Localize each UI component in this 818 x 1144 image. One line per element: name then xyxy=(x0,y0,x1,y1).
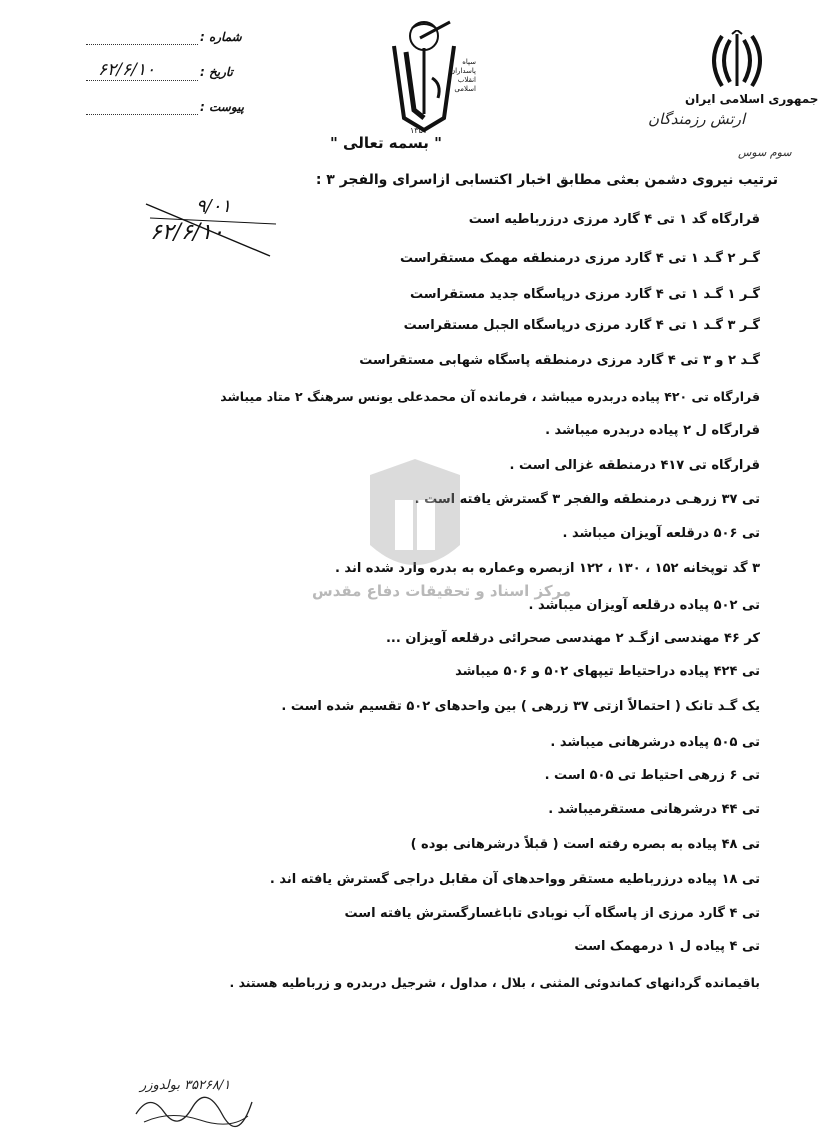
body-line: قرارگاه ل ۲ پیاده دربدره میباشد . xyxy=(545,423,760,438)
body-line: تی ۴۴ درشرهانی مستقرمیباشد . xyxy=(548,802,760,817)
body-line: گـر ۳ گـد ۱ تی ۴ گارد مرزی درپاسگاه الجبل مستقراست xyxy=(403,318,760,333)
signature: ۳۵۲۶۸/۱ بولدوزر xyxy=(140,1078,231,1093)
body-line: تی ۵۰۵ پیاده درشرهانی میباشد . xyxy=(550,735,760,750)
body-line: گـر ۱ گـد ۱ تی ۴ گارد مرزی درپاسگاه جدید مستقراست xyxy=(410,287,760,302)
emblem-year: ۱۳۵۷ xyxy=(410,126,428,135)
body-line: قرارگاه تی ۴۲۰ پیاده دربدره میباشد ، فرمانده آن محمدعلی یونس سرهنگ ۲ متاد میباشد xyxy=(220,389,760,404)
bismillah-text: بسمه تعالی xyxy=(343,134,429,152)
body-line: تی ۳۷ زرهـی درمنطقه والفجر ۳ گسترش یافته است . xyxy=(414,492,760,507)
watermark-emblem xyxy=(350,455,480,590)
body-line: قرارگاه گد ۱ تی ۴ گارد مرزی درزرباطیه است xyxy=(468,212,760,227)
body-line: یک گـد تانک ( احتمالاً ازتی ۳۷ زرهی ) بین واحدهای ۵۰۲ تقسیم شده است . xyxy=(281,699,760,714)
margin-strike xyxy=(140,200,280,264)
body-line: باقیمانده گردانهای کماندوئی المثنی ، بلال ، مداول ، شرجیل دربدره و زرباطیه هستند . xyxy=(229,975,760,990)
margin-note-top: ۹/۰۱ xyxy=(196,196,232,217)
margin-note-bottom: ۶۲/۶/۱۰ xyxy=(150,220,224,245)
handwritten-unit: ارتش رزمندگان xyxy=(648,110,746,128)
body-line: کر ۴۶ مهندسی ازگـد ۲ مهندسی صحرائی درقلعه آویزان ... xyxy=(385,631,760,646)
handwritten-note: سوم سوس xyxy=(738,146,792,159)
attachment-line xyxy=(86,114,198,115)
body-line: گـد ۲ و ۳ تی ۴ گارد مرزی درمنطقه پاسگاه شهابی مستقراست xyxy=(359,353,760,368)
body-line: ۳ گد توپخانه ۱۵۲ ، ۱۳۰ ، ۱۲۲ ازبصره وعماره به بدره وارد شده اند . xyxy=(334,561,760,576)
watermark-text: مرکز اسناد و تحقیقات دفاع مقدس xyxy=(312,582,572,600)
body-line: تی ۵۰۲ پیاده درقلعه آویزان میباشد . xyxy=(528,598,760,613)
body-line: تی ۵۰۶ درقلعه آویزان میباشد . xyxy=(562,526,760,541)
iran-emblem xyxy=(700,30,774,92)
body-line: تی ۴ پیاده ل ۱ درمهمک است xyxy=(574,939,760,954)
body-line: گـر ۲ گـد ۱ تی ۴ گارد مرزی درمنطقه مهمک مستقراست xyxy=(400,251,760,266)
bismillah: " بسمه تعالی " xyxy=(330,134,442,152)
republic-name: جمهوری اسلامی ایران xyxy=(685,92,818,106)
body-line: تی ۴ گارد مرزی از پاسگاه آب نوبادی تاباغسارگسترش یافته است xyxy=(344,906,760,921)
body-line: تی ۴۲۴ پیاده دراحتیاط تیپهای ۵۰۲ و ۵۰۶ میباشد xyxy=(455,664,760,679)
number-line xyxy=(86,44,198,45)
emblem-caption: سپاه پاسداران انقلاب اسلامی xyxy=(449,58,476,93)
signature-scribble xyxy=(130,1084,260,1132)
date-line xyxy=(86,80,198,81)
date-label: تاریخ : xyxy=(200,65,233,79)
number-label: شماره : xyxy=(200,30,242,44)
body-line: تی ۴۸ پیاده به بصره رفته است ( قبلاً درشرهانی بوده ) xyxy=(410,837,760,852)
body-line: تی ۱۸ پیاده درزرباطیه مستقر وواحدهای آن مقابل دراجی گسترش یافته اند . xyxy=(269,872,760,887)
body-line: قرارگاه تی ۴۱۷ درمنطقه غزالی است . xyxy=(509,458,760,473)
document-title: ترتیب نیروی دشمن بعثی مطابق اخبار اکتسابی ازاسرای والفجر ۳ : xyxy=(315,172,778,188)
date-value: ۶۲/۶/۱۰ xyxy=(98,60,156,80)
attachment-label: پیوست : xyxy=(200,100,244,114)
body-line: تی ۶ زرهی احتیاط تی ۵۰۵ است . xyxy=(544,768,760,783)
